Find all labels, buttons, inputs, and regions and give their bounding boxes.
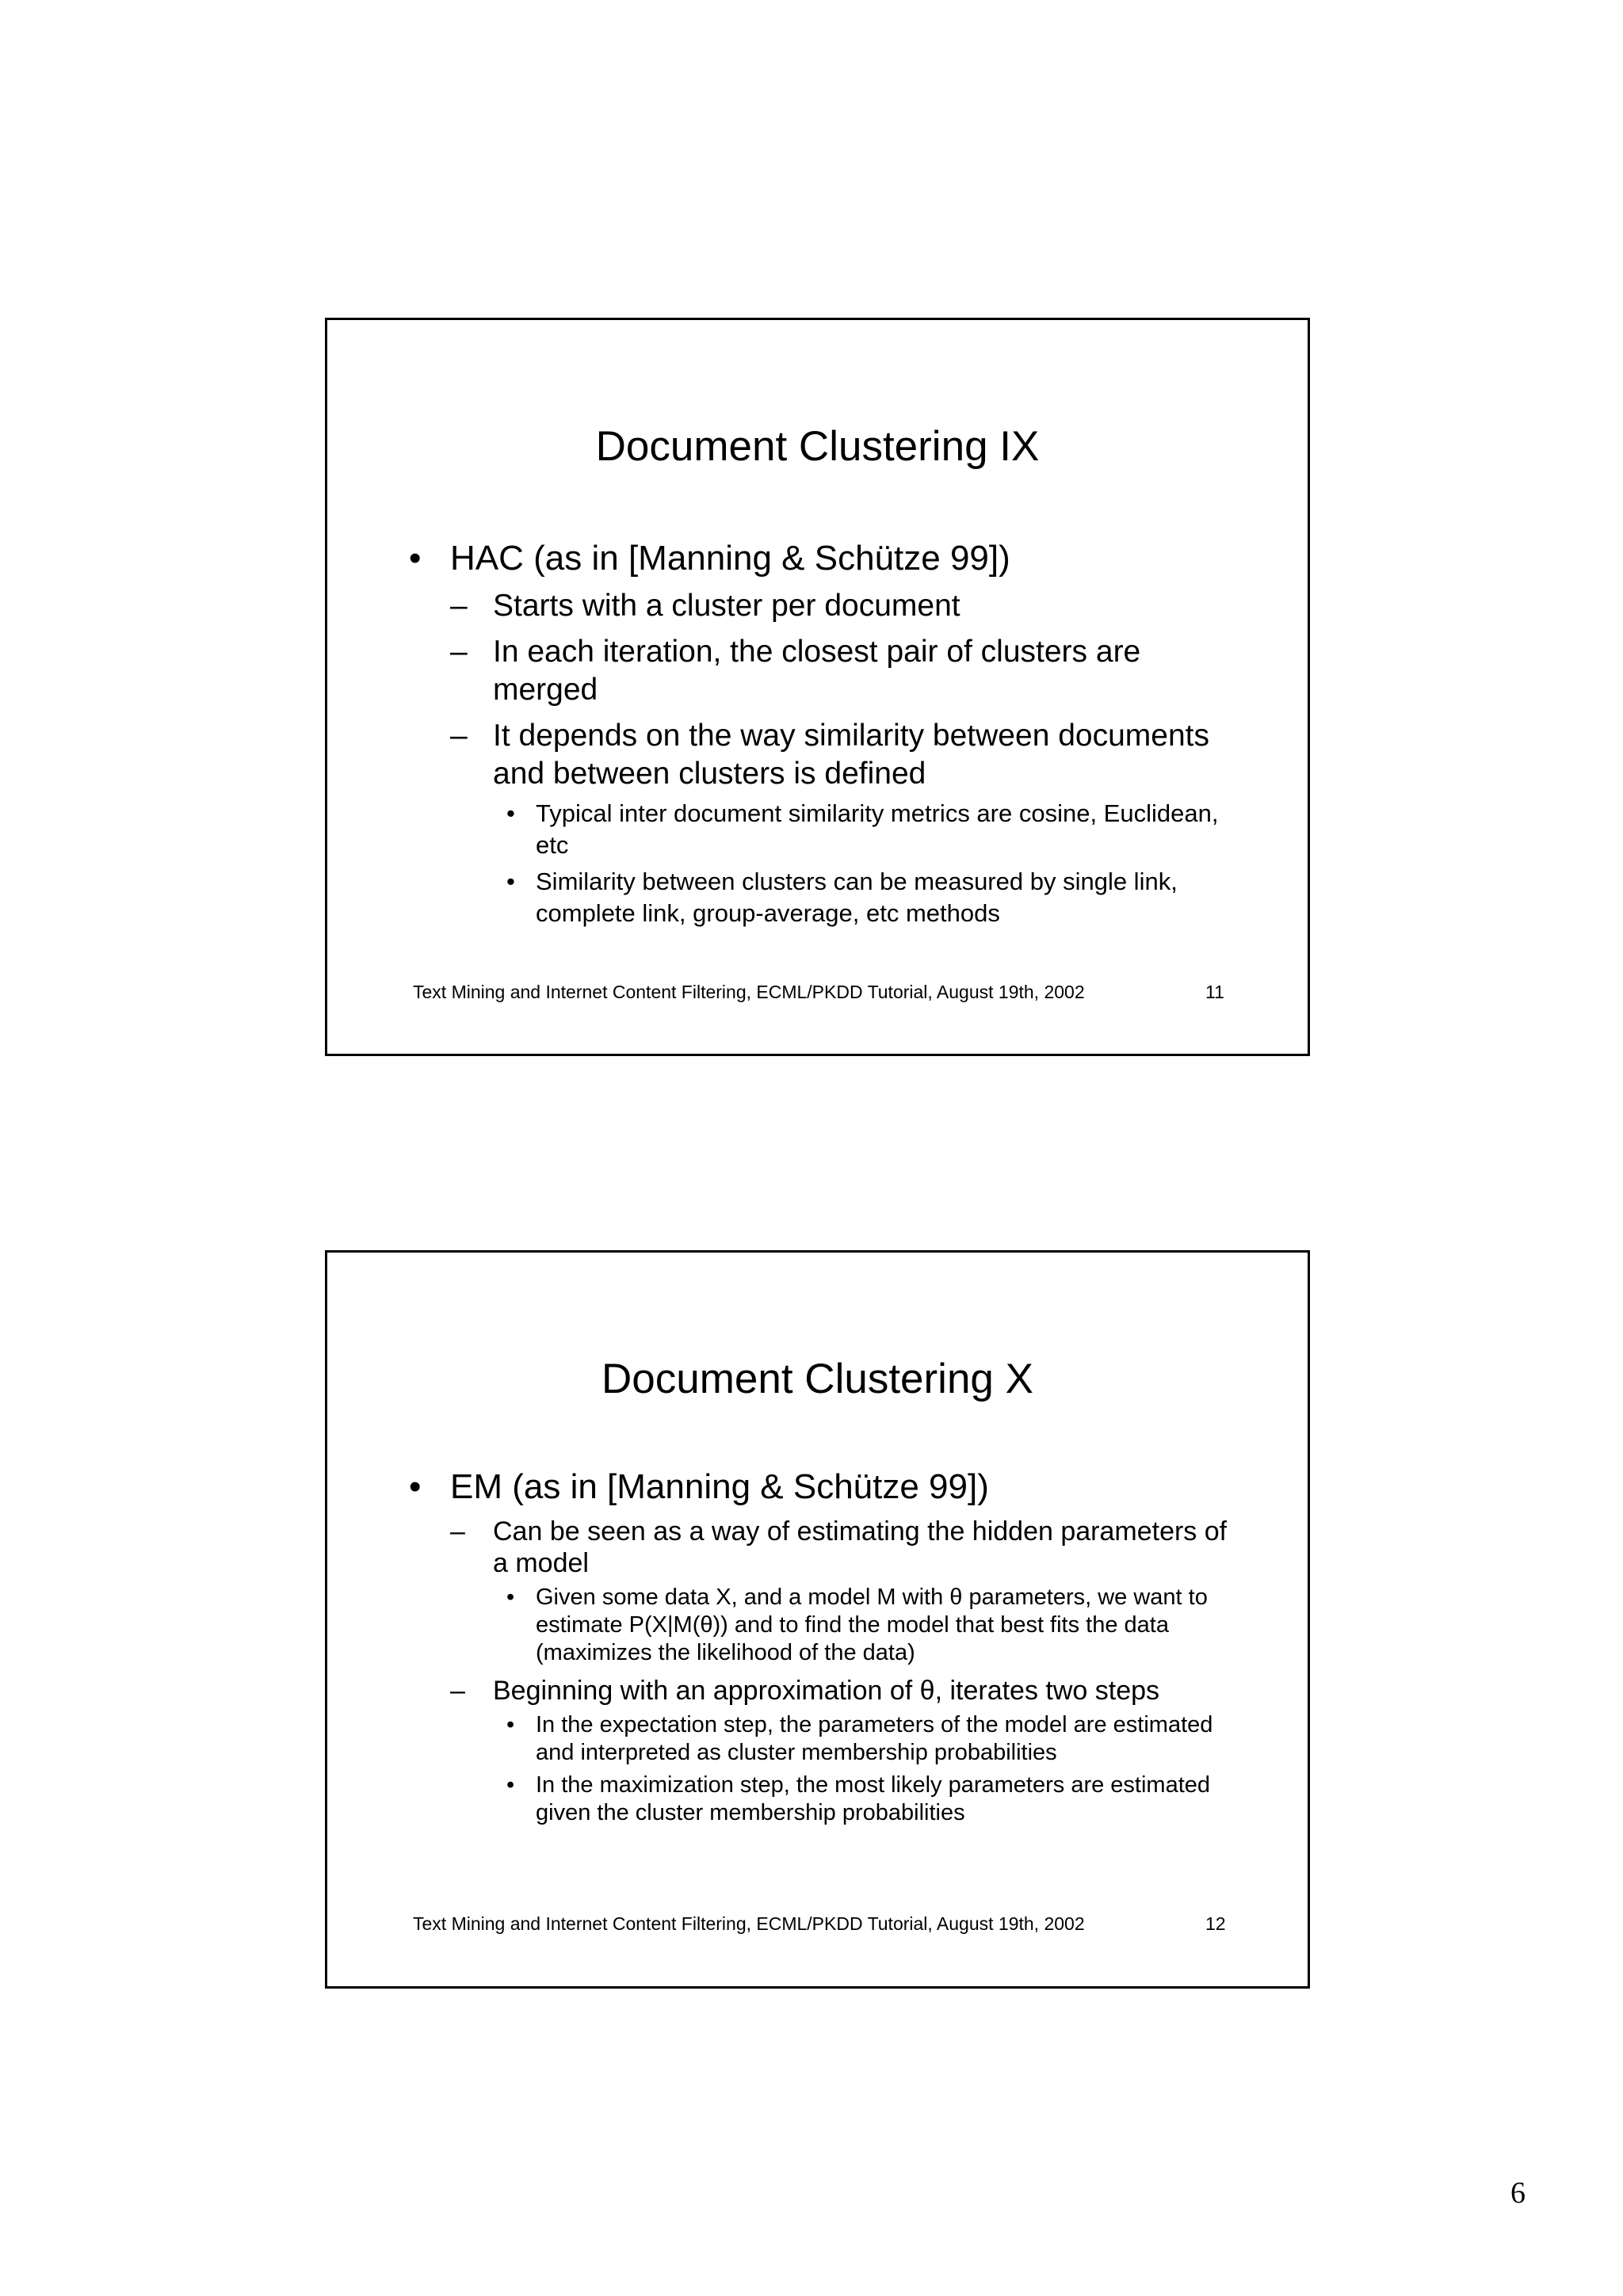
sub-bullet-text: It depends on the way similarity between documents and between clusters is defined [493,719,1209,791]
sub-bullet-text: In each iteration, the closest pair of clusters are merged [493,635,1141,707]
bullet-marker: • [409,539,422,578]
bullet-text: EM (as in [Manning & Schütze 99]) [450,1467,989,1506]
bullet-marker: • [506,1585,515,1610]
slide-number: 11 [1205,982,1224,1002]
bullet-marker: • [506,1772,515,1798]
slide-title: Document Clustering IX [595,423,1040,470]
slide-body [403,1466,1243,1827]
sub-sub-bullet-item [403,798,1243,861]
sub-sub-bullet-item [403,1584,1243,1667]
dash-marker: – [450,719,468,753]
sub-bullet-text: Beginning with an approximation of θ, iterates two steps [493,1676,1160,1706]
dash-marker: – [450,1676,465,1706]
bullet-text: HAC (as in [Manning & Schütze 99]) [450,539,1010,578]
page-number: 6 [1510,2176,1526,2210]
sub-bullet-item [403,587,1243,625]
sub-bullet-item [403,1675,1243,1707]
bullet-marker: • [409,1467,422,1506]
slide-footer: Text Mining and Internet Content Filtering, ECML/PKDD Tutorial, August 19th, 2002 [413,1913,1085,1934]
sub-sub-bullet-item [403,866,1243,929]
sub-bullet-item [403,1516,1243,1579]
sub-sub-bullet-text: Similarity between clusters can be measured by single link, complete link, group-average, etc methods [536,868,1178,927]
bullet-item [403,1466,1243,1508]
sub-bullet-item [403,717,1243,793]
bullet-marker: • [506,1712,515,1737]
sub-sub-bullet-text: In the maximization step, the most likely parameters are estimated given the cluster membership probabilities [536,1772,1211,1825]
slide [325,318,1310,1056]
dash-marker: – [450,635,468,669]
slide-body [403,538,1243,929]
dash-marker: – [450,1516,465,1547]
sub-sub-bullet-item [403,1772,1243,1827]
sub-bullet-text: Can be seen as a way of estimating the hidden parameters of a model [493,1516,1228,1578]
slide-footer: Text Mining and Internet Content Filtering, ECML/PKDD Tutorial, August 19th, 2002 [413,982,1085,1002]
sub-sub-bullet-item [403,1711,1243,1767]
slide-title: Document Clustering X [601,1356,1033,1402]
sub-sub-bullet-text: Typical inter document similarity metrics are cosine, Euclidean, etc [536,799,1219,859]
dash-marker: – [450,589,468,623]
bullet-marker: • [506,799,515,827]
bullet-marker: • [506,868,515,895]
sub-bullet-item [403,633,1243,709]
sub-bullet-text: Starts with a cluster per document [493,589,960,623]
sub-sub-bullet-text: Given some data X, and a model M with θ parameters, we want to estimate P(X|M(θ)) and to find the model that best fits the data (maximizes the likelihood of the data) [536,1585,1208,1665]
bullet-item [403,538,1243,579]
sub-sub-bullet-text: In the expectation step, the parameters of the model are estimated and interpreted as cluster membership probabilities [536,1712,1213,1765]
slide [325,1250,1310,1989]
slide-number: 12 [1205,1913,1226,1934]
